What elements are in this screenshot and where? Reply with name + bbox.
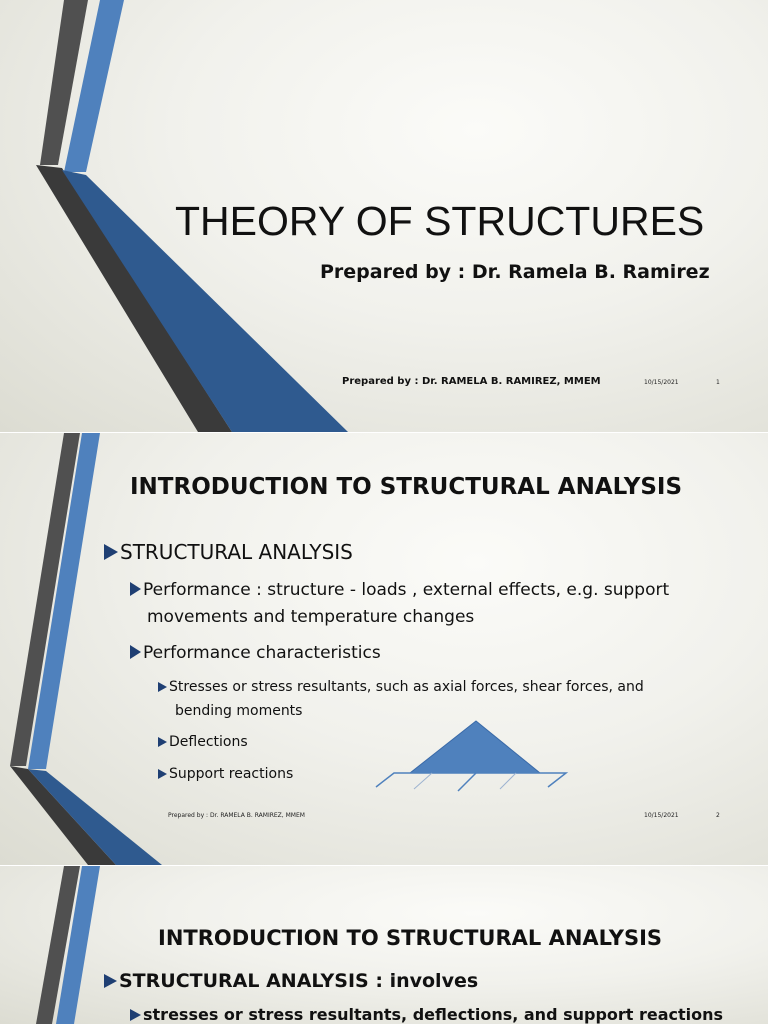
slide-subtitle: Prepared by : Dr. Ramela B. Ramirez (320, 261, 710, 283)
sub-bullet-stresses (130, 1005, 723, 1024)
slide-3 (0, 866, 768, 1024)
hatch-line (414, 773, 432, 789)
bullet-text: Support reactions (169, 766, 294, 782)
bullet-text: Deflections (169, 734, 248, 750)
hatch-line (458, 773, 476, 791)
bullet-structural-analysis-involves (104, 970, 478, 992)
footer-author: Prepared by : Dr. RAMELA B. RAMIREZ, MMEM (168, 812, 305, 819)
slide-2 (0, 433, 768, 865)
slide-title: INTRODUCTION TO STRUCTURAL ANALYSIS (130, 474, 683, 500)
footer-author: Prepared by : Dr. RAMELA B. RAMIREZ, MMEM (342, 376, 601, 387)
footer-date: 10/15/2021 (644, 379, 679, 386)
bullet-text: Performance : structure - loads , external effects, e.g. support (143, 580, 670, 600)
triangle-shape (410, 721, 540, 773)
arrow-bullet-icon (104, 974, 117, 988)
sub-bullet-performance-cont: movements and temperature changes (147, 607, 475, 627)
hatch-line (500, 773, 516, 789)
support-diagram (0, 433, 768, 865)
bullet-text: STRUCTURAL ANALYSIS (120, 540, 353, 564)
slide-title: THEORY OF STRUCTURES (175, 198, 705, 244)
support-base (376, 773, 566, 787)
footer-date: 10/15/2021 (644, 812, 679, 819)
bullet-text: stresses or stress resultants, deflections, and support reactions (143, 1005, 724, 1024)
page-number: 1 (716, 379, 720, 386)
subsub-bullet-stresses-cont: bending moments (175, 703, 303, 719)
bullet-text: Stresses or stress resultants, such as axial forces, shear forces, and (169, 679, 644, 695)
slide-title: INTRODUCTION TO STRUCTURAL ANALYSIS (158, 926, 663, 950)
bullet-text: Performance characteristics (143, 643, 381, 663)
slide-1 (0, 0, 768, 432)
page-number: 2 (716, 812, 720, 819)
arrow-bullet-icon (130, 1009, 141, 1021)
bullet-text: STRUCTURAL ANALYSIS : involves (119, 970, 479, 992)
